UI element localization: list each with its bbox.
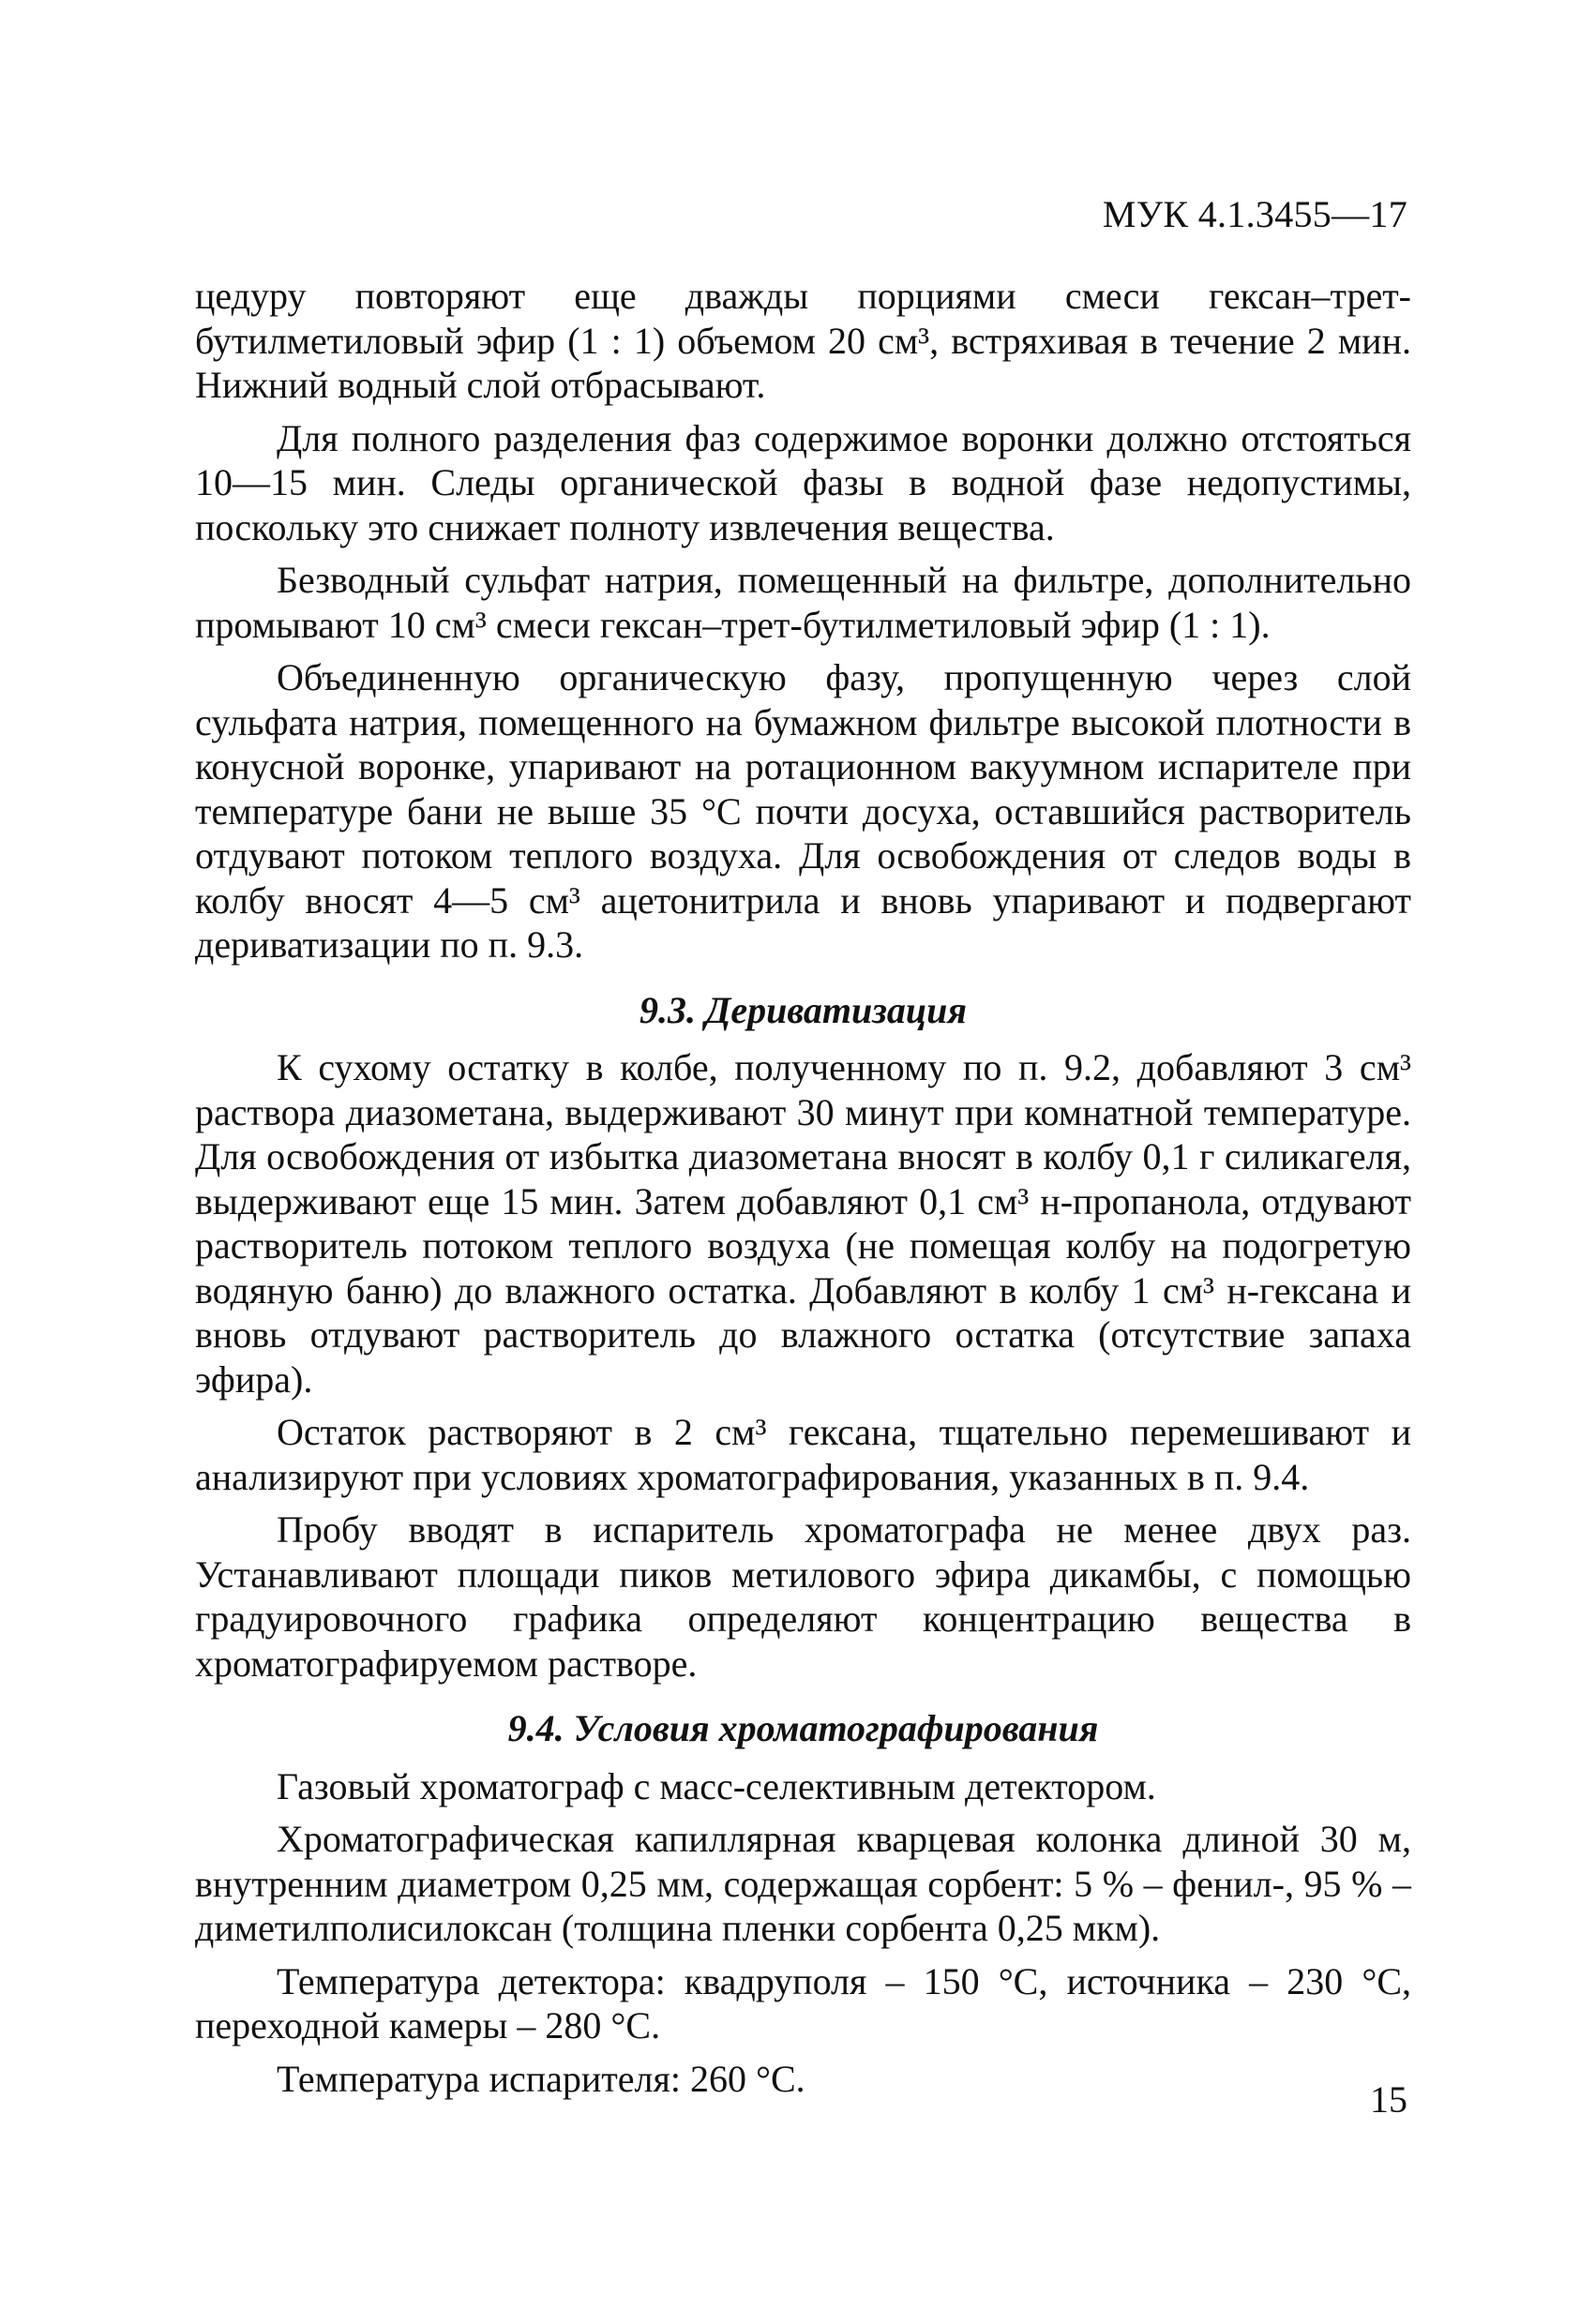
paragraph: Безводный сульфат натрия, помещенный на фильтре, дополнительно промывают 10 см³ смеси гексан–трет-бутилметиловый эфир (1 : 1). <box>195 559 1411 646</box>
section-heading-9-4: 9.4. Условия хроматографирования <box>507 1707 1099 1749</box>
paragraph: Для полного разделения фаз содержимое воронки должно отстояться 10—15 мин. Следы органической фазы в водной фазе недопустимы, поскольку это снижает полноту извлечения вещества. <box>195 416 1411 548</box>
paragraph: Температура детектора: квадруполя – 150 °С, источника – 230 °С, переходной камеры – 280 °С. <box>195 1959 1411 2047</box>
paragraph: Пробу вводят в испаритель хроматографа не менее двух раз. Устанавливают площади пиков метилового эфира дикамбы, с помощью градуировочного графика определяют концентрацию вещества в хроматографируемом растворе. <box>195 1508 1411 1685</box>
paragraph: К сухому остатку в колбе, полученному по п. 9.2, добавляют 3 см³ раствора диазометана, выдерживают 30 минут при комнатной температуре. Для освобождения от избытка диазометана вносят в колбу 0,1 г силикагеля, выдерживают еще 15 мин. Затем добавляют 0,1 см³ н-пропанола, отдувают растворитель потоком теплого воздуха (не помещая колбу на подогретую водяную баню) до влажного остатка. Добавляют в колбу 1 см³ н-гексана и вновь отдувают растворитель до влажного остатка (отсутствие запаха эфира). <box>195 1046 1411 1401</box>
document-code: МУК 4.1.3455—17 <box>1102 193 1407 235</box>
paragraph: Газовый хроматограф с масс-селективным детектором. <box>277 1764 1156 1807</box>
page-number: 15 <box>1370 2078 1407 2121</box>
paragraph: Хроматографическая капиллярная кварцевая колонка длиной 30 м, внутренним диаметром 0,25 мм, содержащая сорбент: 5 % – фенил-, 95 % – диметилполисилоксан (толщина пленки сорбента 0,25 мкм). <box>195 1818 1411 1949</box>
section-heading-9-3: 9.3. Дериватизация <box>640 988 967 1031</box>
paragraph: цедуру повторяют еще дважды порциями смеси гексан–трет-бутилметиловый эфир (1 : 1) объемом 20 см³, встряхивая в течение 2 мин. Нижний водный слой отбрасывают. <box>195 275 1411 406</box>
paragraph: Остаток растворяют в 2 см³ гексана, тщательно перемешивают и анализируют при условиях хроматографирования, указанных в п. 9.4. <box>195 1411 1411 1498</box>
paragraph: Температура испарителя: 260 °С. <box>277 2057 805 2100</box>
paragraph: Объединенную органическую фазу, пропущенную через слой сульфата натрия, помещенного на бумажном фильтре высокой плотности в конусной воронке, упаривают на ротационном вакуумном испарителе при температуре бани не выше 35 °С почти досуха, оставшийся растворитель отдувают потоком теплого воздуха. Для освобождения от следов воды в колбу вносят 4—5 см³ ацетонитрила и вновь упаривают и подвергают дериватизации по п. 9.3. <box>195 656 1411 966</box>
document-body <box>195 274 1411 2109</box>
